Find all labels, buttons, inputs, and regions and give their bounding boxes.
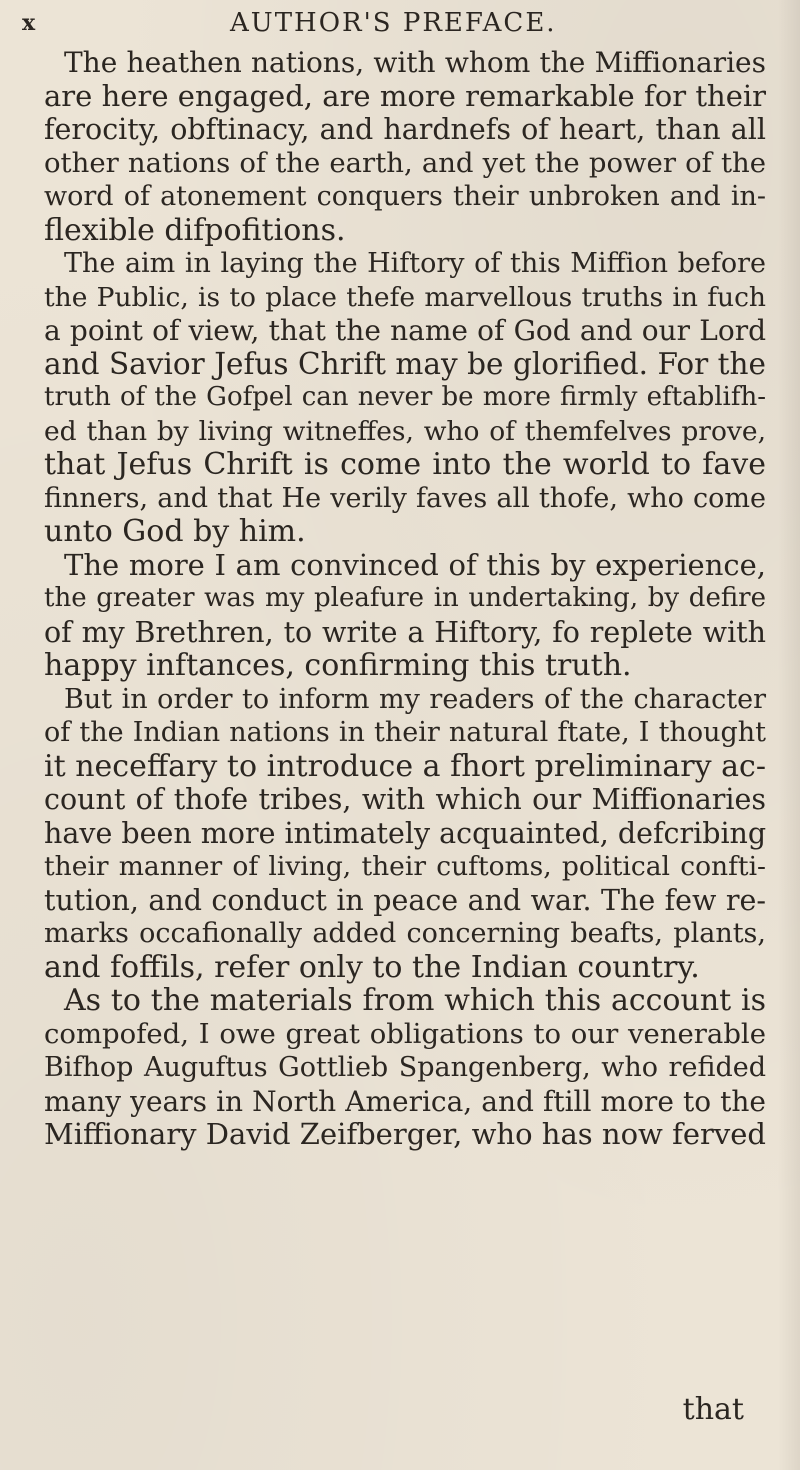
- text-line: many years in North America, and ftill more to the: [44, 1084, 766, 1118]
- text-line: of my Brethren, to write a Hiftory, fo replete with: [44, 615, 766, 649]
- text-line: ferocity, obftinacy, and hardnefs of heart, than all: [44, 113, 766, 146]
- running-head: [0, 8, 800, 38]
- text-line: The aim in laying the Hiftory of this Miffion before: [64, 248, 766, 279]
- text-line: a point of view, that the name of God and our Lord: [44, 314, 766, 347]
- text-line: are here engaged, are more remarkable for their: [44, 78, 766, 113]
- text-line: The more I am convinced of this by experience,: [64, 547, 766, 582]
- text-line: happy inftances, confirming this truth.: [44, 648, 632, 683]
- text-line: tution, and conduct in peace and war. The few re-: [44, 883, 766, 917]
- text-line: finners, and that He verily faves all thofe, who come: [44, 482, 766, 514]
- catchword: that: [682, 1392, 744, 1427]
- text-line: truth of the Gofpel can never be more firmly eftablifh-: [44, 382, 766, 412]
- text-line: it neceffary to introduce a fhort preliminary ac-: [44, 748, 766, 784]
- text-line: the greater was my pleafure in undertaking, by defire: [44, 583, 766, 613]
- text-line: their manner of living, their cuftoms, political confti-: [44, 851, 766, 882]
- text-line: and foffils, refer only to the Indian country.: [44, 949, 700, 985]
- text-line: of the Indian nations in their natural ftate, I thought: [44, 717, 766, 748]
- text-line: other nations of the earth, and yet the power of the: [44, 146, 766, 179]
- text-line: flexible difpofitions.: [44, 212, 346, 248]
- text-line: word of atonement conquers their unbroken and in-: [44, 181, 766, 212]
- text-line: count of thofe tribes, with which our Miffionaries: [44, 783, 766, 816]
- body-text: [44, 46, 766, 1152]
- catchword-row: [0, 1393, 766, 1427]
- text-line: Miffionary David Zeifberger, who has now ferved: [44, 1117, 766, 1151]
- page-edge-shadow: [778, 0, 800, 1470]
- text-line: unto God by him.: [44, 514, 306, 549]
- text-line: Bifhop Auguftus Gottlieb Spangenberg, who refided: [44, 1052, 766, 1083]
- text-line: that Jefus Chrift is come into the world to fave: [44, 447, 766, 482]
- running-head-title: AUTHOR'S PREFACE.: [230, 8, 557, 38]
- text-line: ed than by living witneffes, who of themfelves prove,: [44, 415, 766, 447]
- text-line: marks occafionally added concerning beafts, plants,: [44, 918, 766, 949]
- page-number: x: [22, 10, 37, 36]
- text-line: the Public, is to place thefe marvellous truths in fuch: [44, 281, 766, 313]
- text-line: The heathen nations, with whom the Miffionaries: [64, 46, 766, 79]
- text-line: As to the materials from which this account is: [64, 983, 766, 1018]
- text-line: and Savior Jefus Chrift may be glorified. For the: [44, 346, 766, 381]
- text-line: compofed, I owe great obligations to our venerable: [44, 1017, 766, 1050]
- text-line: But in order to inform my readers of the character: [64, 683, 766, 715]
- text-line: have been more intimately acquainted, defcribing: [44, 816, 767, 850]
